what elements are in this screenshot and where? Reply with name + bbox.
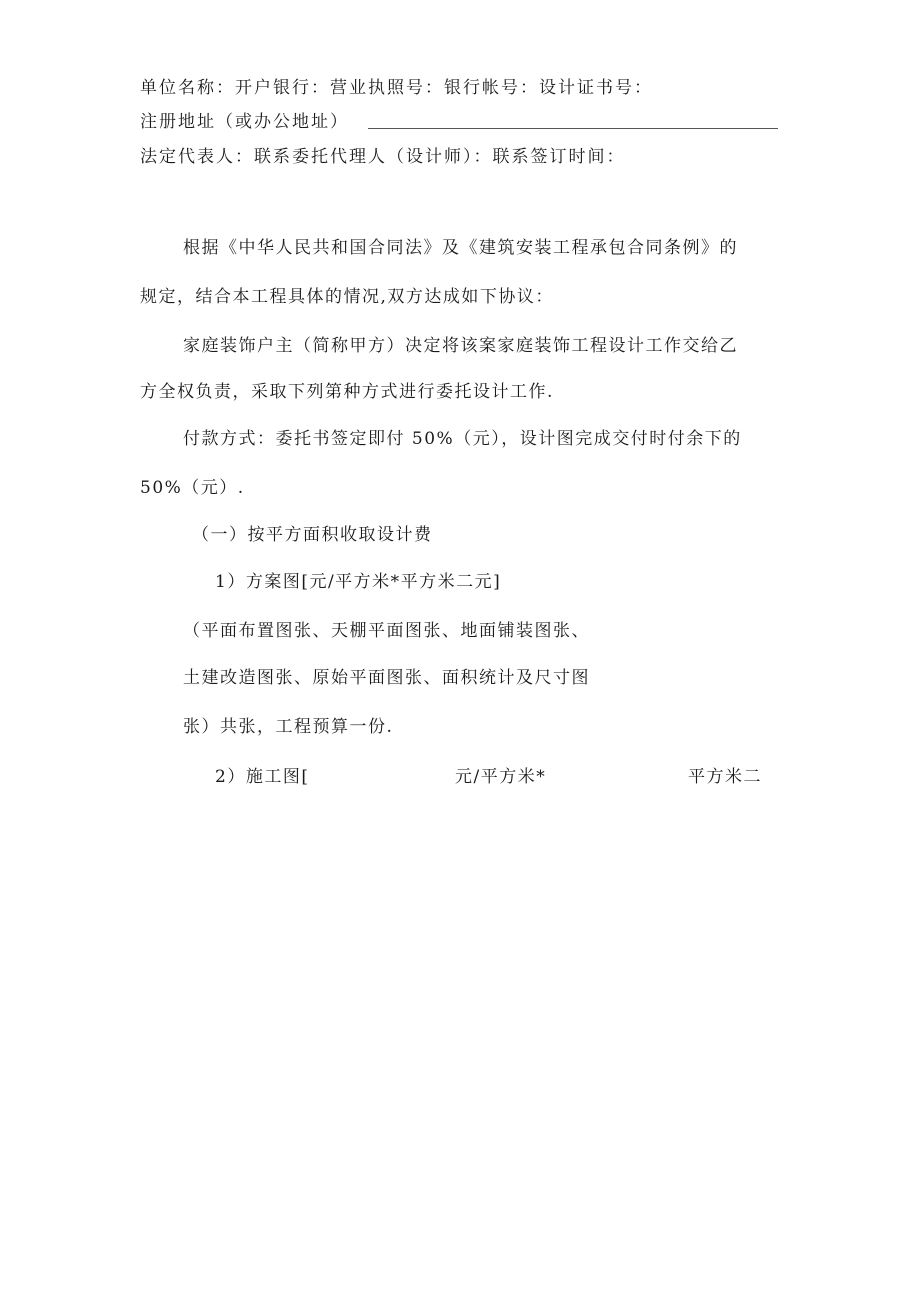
item1-desc-line1: （平面布置图张、天棚平面图张、地面铺装图张、 [183, 621, 590, 641]
para1-line2: 规定，结合本工程具体的情况,双方达成如下协议： [140, 287, 554, 307]
para2-line2: 方全权负责，采取下列第种方式进行委托设计工作. [140, 382, 554, 402]
item2-title-part3: 平方米二 [688, 767, 762, 787]
item1-desc-line3: 张）共张，工程预算一份. [183, 717, 394, 737]
header-company-info: 单位名称：开户银行：营业执照号：银行帐号：设计证书号： [140, 78, 653, 98]
header-address-label: 注册地址（或办公地址） [140, 112, 349, 132]
section-heading: （一）按平方面积收取设计费 [192, 525, 433, 545]
para3-line2: 50%（元）. [140, 478, 245, 498]
item2-title-part1: 2）施工图[ [215, 767, 310, 787]
para1-line1: 根据《中华人民共和国合同法》及《建筑安装工程承包合同条例》的 [183, 238, 738, 258]
item2-title-part2: 元/平方米* [455, 767, 547, 787]
para2-line1: 家庭装饰户主（简称甲方）决定将该案家庭装饰工程设计工作交给乙 [183, 336, 738, 356]
item1-desc-line2: 土建改造图张、原始平面图张、面积统计及尺寸图 [183, 668, 590, 688]
para3-line1: 付款方式：委托书签定即付 50%（元），设计图完成交付时付余下的 [183, 429, 742, 449]
header-representative-info: 法定代表人：联系委托代理人（设计师）：联系签订时间： [140, 147, 626, 167]
item1-title: 1）方案图[元/平方米*平方米二元] [215, 572, 502, 592]
address-blank-line [368, 128, 778, 129]
